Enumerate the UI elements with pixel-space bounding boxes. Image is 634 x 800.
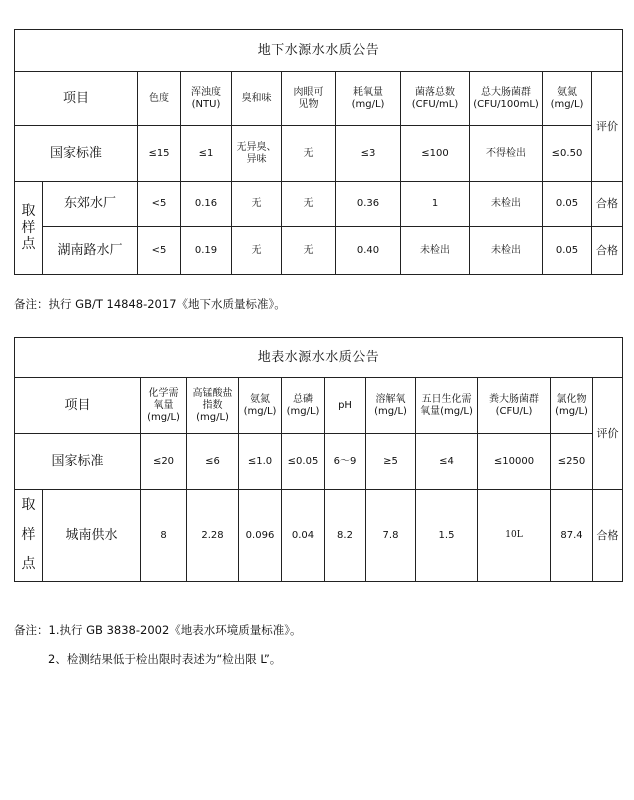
item-header: 项目 — [15, 72, 138, 126]
cell: 7.8 — [366, 490, 416, 582]
standard-value: ≤250 — [551, 434, 593, 490]
col-header-oxygen-consumption: 耗氧量 (mg/L) — [336, 72, 401, 126]
cell: <5 — [138, 182, 181, 227]
surface-table-title: 地表水源水水质公告 — [15, 338, 623, 378]
item-header: 项目 — [15, 378, 141, 434]
col-header-total-coliforms: 总大肠菌群 (CFU/100mL) — [470, 72, 543, 126]
cell: 无 — [282, 182, 336, 227]
col-header-chroma: 色度 — [138, 72, 181, 126]
cell: 10L — [478, 490, 551, 582]
standard-value: ≤10000 — [478, 434, 551, 490]
eval-result: 合格 — [593, 490, 623, 582]
sampling-point-label: 取 样 点 — [15, 182, 43, 275]
standard-value: ≤1.0 — [239, 434, 282, 490]
cell: <5 — [138, 227, 181, 275]
standard-value: ≤15 — [138, 126, 181, 182]
standard-value: ≤0.05 — [282, 434, 325, 490]
cell: 无 — [232, 182, 282, 227]
standard-value: ≤1 — [181, 126, 232, 182]
standard-value: ≤0.50 — [543, 126, 592, 182]
standard-value: 不得检出 — [470, 126, 543, 182]
col-header-colony-count: 菌落总数 (CFU/mL) — [401, 72, 470, 126]
cell: 1.5 — [416, 490, 478, 582]
cell: 2.28 — [187, 490, 239, 582]
surface-note-2: 2、检测结果低于检出限时表述为“检出限 L”。 — [48, 652, 282, 666]
cell: 未检出 — [470, 227, 543, 275]
sampling-point-label: 取 样 点 — [15, 490, 43, 582]
eval-header: 评价 — [592, 72, 623, 182]
cell: 0.04 — [282, 490, 325, 582]
groundwater-table-title: 地下水源水水质公告 — [15, 30, 623, 72]
cell: 未检出 — [470, 182, 543, 227]
cell: 未检出 — [401, 227, 470, 275]
col-header-dissolved-oxygen: 溶解氧 (mg/L) — [366, 378, 416, 434]
eval-result: 合格 — [592, 227, 623, 275]
cell: 0.19 — [181, 227, 232, 275]
standard-label: 国家标准 — [15, 126, 138, 182]
cell: 0.40 — [336, 227, 401, 275]
standard-value: ≤4 — [416, 434, 478, 490]
site-name: 城南供水 — [43, 490, 141, 582]
col-header-cod: 化学需 氧量 (mg/L) — [141, 378, 187, 434]
site-name: 东郊水厂 — [43, 182, 138, 227]
cell: 8.2 — [325, 490, 366, 582]
col-header-chloride: 氯化物 (mg/L) — [551, 378, 593, 434]
groundwater-quality-table — [14, 29, 623, 275]
standard-value: 无 — [282, 126, 336, 182]
eval-header: 评价 — [593, 378, 623, 490]
table-row — [15, 490, 623, 582]
col-header-ammonia: 氨氮 (mg/L) — [239, 378, 282, 434]
cell: 0.16 — [181, 182, 232, 227]
cell: 0.05 — [543, 182, 592, 227]
col-header-odor: 臭和味 — [232, 72, 282, 126]
groundwater-note: 备注：执行 GB/T 14848-2017《地下水质量标准》。 — [14, 297, 286, 311]
cell: 0.36 — [336, 182, 401, 227]
standard-value: ≤6 — [187, 434, 239, 490]
standard-value: ≥5 — [366, 434, 416, 490]
cell: 0.096 — [239, 490, 282, 582]
standard-value: 无异臭、 异味 — [232, 126, 282, 182]
eval-result: 合格 — [592, 182, 623, 227]
cell: 0.05 — [543, 227, 592, 275]
standard-value: ≤20 — [141, 434, 187, 490]
col-header-ph: pH — [325, 378, 366, 434]
cell: 8 — [141, 490, 187, 582]
standard-value: 6～9 — [325, 434, 366, 490]
cell: 87.4 — [551, 490, 593, 582]
cell: 1 — [401, 182, 470, 227]
standard-value: ≤3 — [336, 126, 401, 182]
table-row — [15, 227, 623, 275]
table-row — [15, 182, 623, 227]
surface-water-quality-table — [14, 337, 623, 582]
col-header-permanganate-index: 高锰酸盐 指数 (mg/L) — [187, 378, 239, 434]
cell: 无 — [232, 227, 282, 275]
col-header-ammonia: 氨氮 (mg/L) — [543, 72, 592, 126]
col-header-fecal-coliforms: 粪大肠菌群 (CFU/L) — [478, 378, 551, 434]
site-name: 湖南路水厂 — [43, 227, 138, 275]
col-header-bod5: 五日生化需 氧量(mg/L) — [416, 378, 478, 434]
surface-note-1: 备注：1.执行 GB 3838-2002《地表水环境质量标准》。 — [14, 623, 302, 637]
standard-label: 国家标准 — [15, 434, 141, 490]
col-header-visible-matter: 肉眼可 见物 — [282, 72, 336, 126]
col-header-total-phosphorus: 总磷 (mg/L) — [282, 378, 325, 434]
cell: 无 — [282, 227, 336, 275]
standard-value: ≤100 — [401, 126, 470, 182]
col-header-turbidity: 浑浊度 (NTU) — [181, 72, 232, 126]
